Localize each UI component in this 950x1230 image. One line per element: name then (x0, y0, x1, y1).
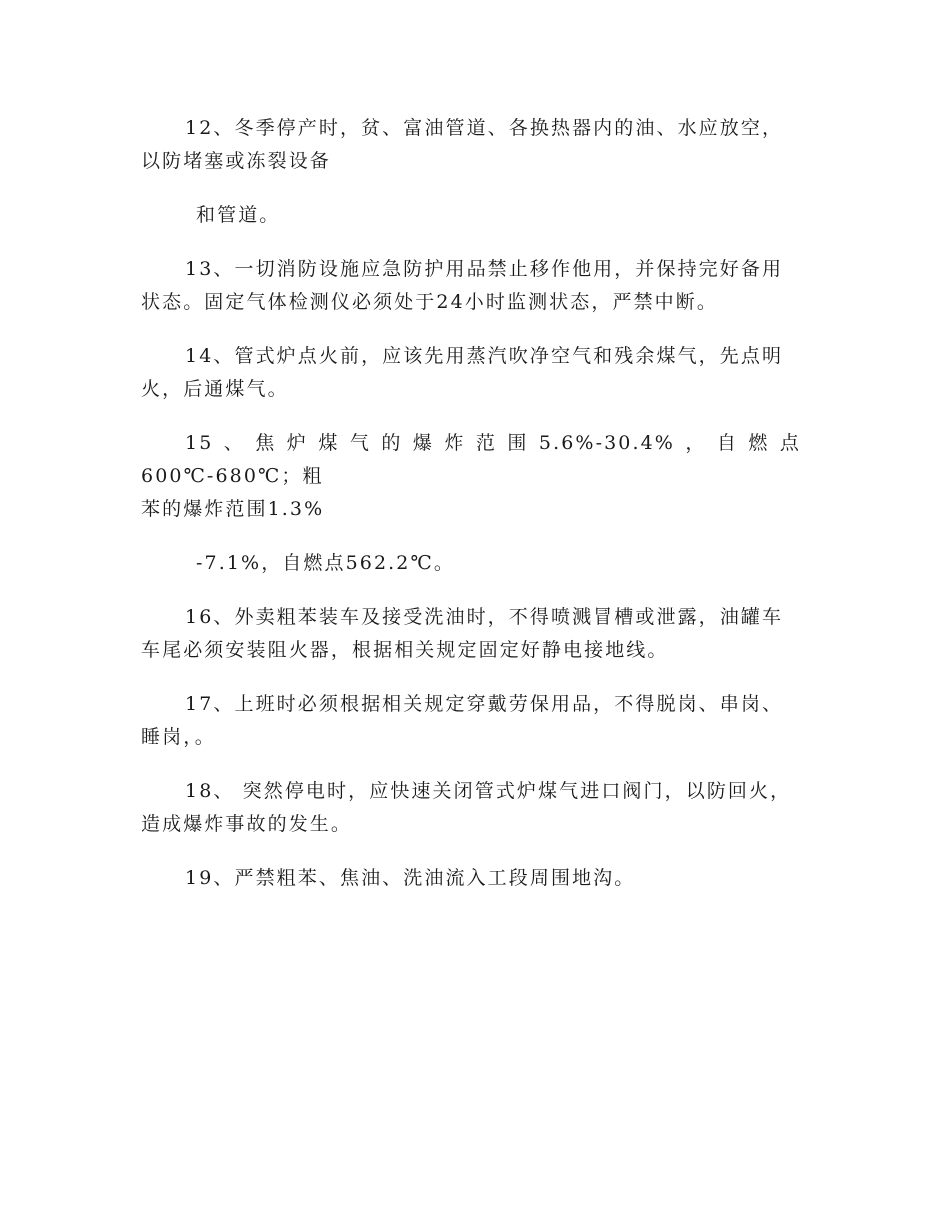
paragraph-line: 状态。固定气体检测仪必须处于24小时监测状态，严禁中断。 (141, 291, 718, 313)
paragraph-line: 17、上班时必须根据相关规定穿戴劳保用品，不得脱岗、串岗、 (185, 693, 784, 715)
paragraph-13 (141, 253, 801, 319)
paragraph-17 (141, 688, 801, 754)
paragraph-12-continuation: 和管道。 (196, 204, 281, 226)
paragraph-12 (141, 112, 801, 178)
paragraph-14 (141, 340, 801, 406)
paragraph-15 (141, 427, 801, 526)
paragraph-line: 18、 突然停电时，应快速关闭管式炉煤气进口阀门，以防回火， (185, 780, 792, 802)
paragraph-19 (141, 862, 801, 895)
paragraph-line: 19、严禁粗苯、焦油、洗油流入工段周围地沟。 (185, 867, 636, 889)
paragraph-line: 造成爆炸事故的发生。 (141, 813, 353, 835)
paragraph-line: 以防堵塞或冻裂设备 (141, 150, 331, 172)
paragraph-line: 15、焦炉煤气的爆炸范围5.6%-30.4%，自燃点600℃-680℃；粗 (141, 432, 801, 487)
paragraph-line: 火，后通煤气。 (141, 378, 289, 400)
paragraph-16 (141, 601, 801, 667)
paragraph-line: 12、冬季停产时，贫、富油管道、各换热器内的油、水应放空， (185, 117, 784, 139)
paragraph-15-continuation: -7.1%，自燃点562.2℃。 (196, 552, 455, 574)
paragraph-line: 苯的爆炸范围1.3% (141, 498, 325, 520)
paragraph-line: 睡岗，。 (141, 726, 216, 748)
paragraph-line: 车尾必须安装阻火器，根据相关规定固定好静电接地线。 (141, 639, 669, 661)
paragraph-18 (141, 775, 801, 841)
paragraph-line: 13、一切消防设施应急防护用品禁止移作他用，并保持完好备用 (185, 258, 784, 280)
paragraph-line: 16、外卖粗苯装车及接受洗油时，不得喷溅冒槽或泄露，油罐车 (185, 606, 784, 628)
document-body (141, 112, 801, 916)
paragraph-line: 14、管式炉点火前，应该先用蒸汽吹净空气和残余煤气，先点明 (185, 345, 784, 367)
